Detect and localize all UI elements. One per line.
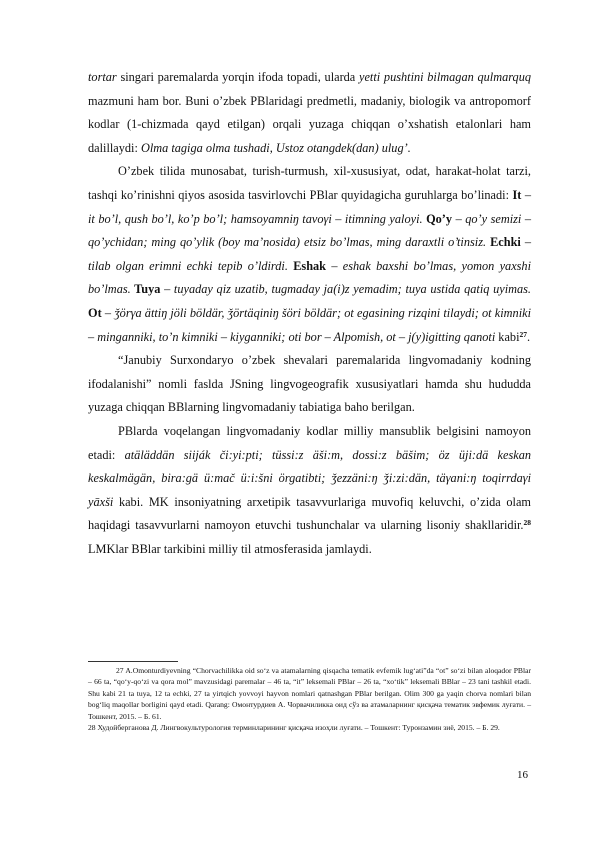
text-run: O’zbek tilida munosabat, turish-turmush, xil-xususiyat, odat, harakat-holat tarzi, tashqi ko’rinishni qiyos asosida tasvirlovchi PBlar quyidagicha guruhlarga bo’linadi:: [88, 164, 531, 202]
term-tuya: Tuya: [130, 282, 161, 297]
footnote-ref-28[interactable]: 28: [523, 518, 531, 528]
footnote-27: 27 A.Omonturdiyevning “Chorvachilikka oid so‘z va atamalarning qisqacha tematik evfemik lug‘ati”da “ot” so‘zi bilan aloqador PBlar – 66 ta, “qo‘y-qo‘zi va qora mol” mavzusidagi paremalar – 46 ta, “it” leksemali PBlar – 26 ta, “xo‘tik” leksemali BBlar – 23 tani tashkil etadi. Shu kabi 21 ta tuya, 12 ta echki, 27 ta yirtqich yovvoyi hayvon nomlari qatnashgan PBlar berilgan. Olim 300 ga yaqin chorva nomlari bilan bog‘liq maqollar borligini qayd etadi. Qarang: Омонтурдиев А. Чорвачиликка оид сўз ва атамаларнинг қисқача тематик эвфемик луғати. – Тошкент, 2015. – Б. 61.: [88, 666, 531, 721]
italic-phrase: yetti pushtini bilmagan qulmarquq: [359, 70, 531, 84]
paragraph-1: [88, 66, 531, 160]
term-qoy: Qo’y: [422, 211, 453, 226]
footnote-divider: [88, 661, 178, 662]
term-echki: Echki: [486, 235, 521, 250]
paragraph-4: [88, 420, 531, 562]
paragraph-2: [88, 160, 531, 349]
dialect-example: atäläddän siiják či:yi:pti; tüssi:z äši:m, dossi:z bäšim; öz üji:dä keskan keskalmägän, bira:gä ü:mač ü:i:šni örgatibti; ǯezzäni:ŋ ǯi:zi:dän, täγani:ŋ toqirrdaγi yāxši: [88, 447, 531, 509]
body-text: [88, 66, 531, 561]
footnote-28: 28 Худойберганова Д. Лингвокультурология терминларининг қисқача изоҳли луғати. – Тошкент: Туронзамин зиё, 2015. – Б. 29.: [88, 723, 500, 733]
term-it: It: [512, 187, 522, 202]
text-run: kabi. MK insoniyatning arxetipik tasavvurlariga muvofiq keluvchi, o’zida olam haqidagi tasavvurlarni namoyon etuvchi tushunchalar va ularning lisoniy shakllaridir.: [88, 494, 531, 533]
footnotes: [88, 665, 531, 733]
proverb-example: – tilab olgan erimni echki tepib o’ldirdi.: [88, 235, 531, 273]
paragraph-3: [88, 349, 531, 420]
text-run: singari paremalarda yorqin ifoda topadi, ularda: [116, 70, 360, 84]
text-run: PBlarda voqelangan lingvomadaniy kodlar milliy mansublik belgisini namoyon etadi:: [88, 423, 531, 462]
text-run: LMKlar BBlar tarkibini milliy til atmosferasida jamlaydi.: [88, 541, 372, 556]
page-number: 16: [517, 769, 528, 781]
text-run: .: [526, 329, 531, 344]
proverb-example: –it bo’l, qush bo’l, ko’p bo’l; hamsoyamniŋ tavoγi – itimning yaloyi.: [88, 187, 531, 226]
proverb-example: – ǯörγa ättiŋ jöli böldär, ǯörtäqiniŋ šöri böldär; ot egasining rizqini tilaydi; ot kimniki – minganniki, to’n kimniki – kiyganniki; oti bor – Alpomish, ot – j(y)igitting qanoti: [88, 305, 531, 344]
proverb-example: – qo’y semizi – qo’ychidan; ming qo’ylik (boy ma’nosida) etsiz bo’lmas, ming daraxtli o’tinsiz.: [88, 211, 532, 250]
term-ot: Ot: [88, 305, 102, 320]
footnote-ref-27[interactable]: 27: [519, 329, 527, 339]
text-run: “Janubiy Surxondaryo o’zbek shevalari paremalarida lingvomadaniy kodning ifodalanishi” nomli faslda JSning lingvogeografik xususiyatlari hamda shu hududda yuzaga chiqqan BBlarning lingvomadaniy tabiatiga baho berilgan.: [88, 353, 531, 415]
italic-word: tortar: [88, 70, 117, 84]
proverb-example: – eshak baxshi bo’lmas, yomon yaxshi bo’lmas.: [88, 258, 531, 297]
text-run: kabi: [495, 329, 520, 344]
text-run: mazmuni ham bor. Buni o’zbek PBlaridagi predmetli, madaniy, biologik va antropomorf kodlar (1-chizmada qayd etilgan) orqali yuzaga chiqqan o’xshatish etalonlari ham dalillaydi:: [88, 93, 531, 155]
term-eshak: Eshak: [287, 258, 327, 273]
proverb-example: Olma tagiga olma tushadi, Ustoz otangdek(dan) ulug’.: [140, 140, 411, 155]
proverb-example: – tuyaday qiz uzatib, tugmaday ja(i)z yemadim; tuya ustida qatiq uyimas.: [160, 282, 531, 297]
